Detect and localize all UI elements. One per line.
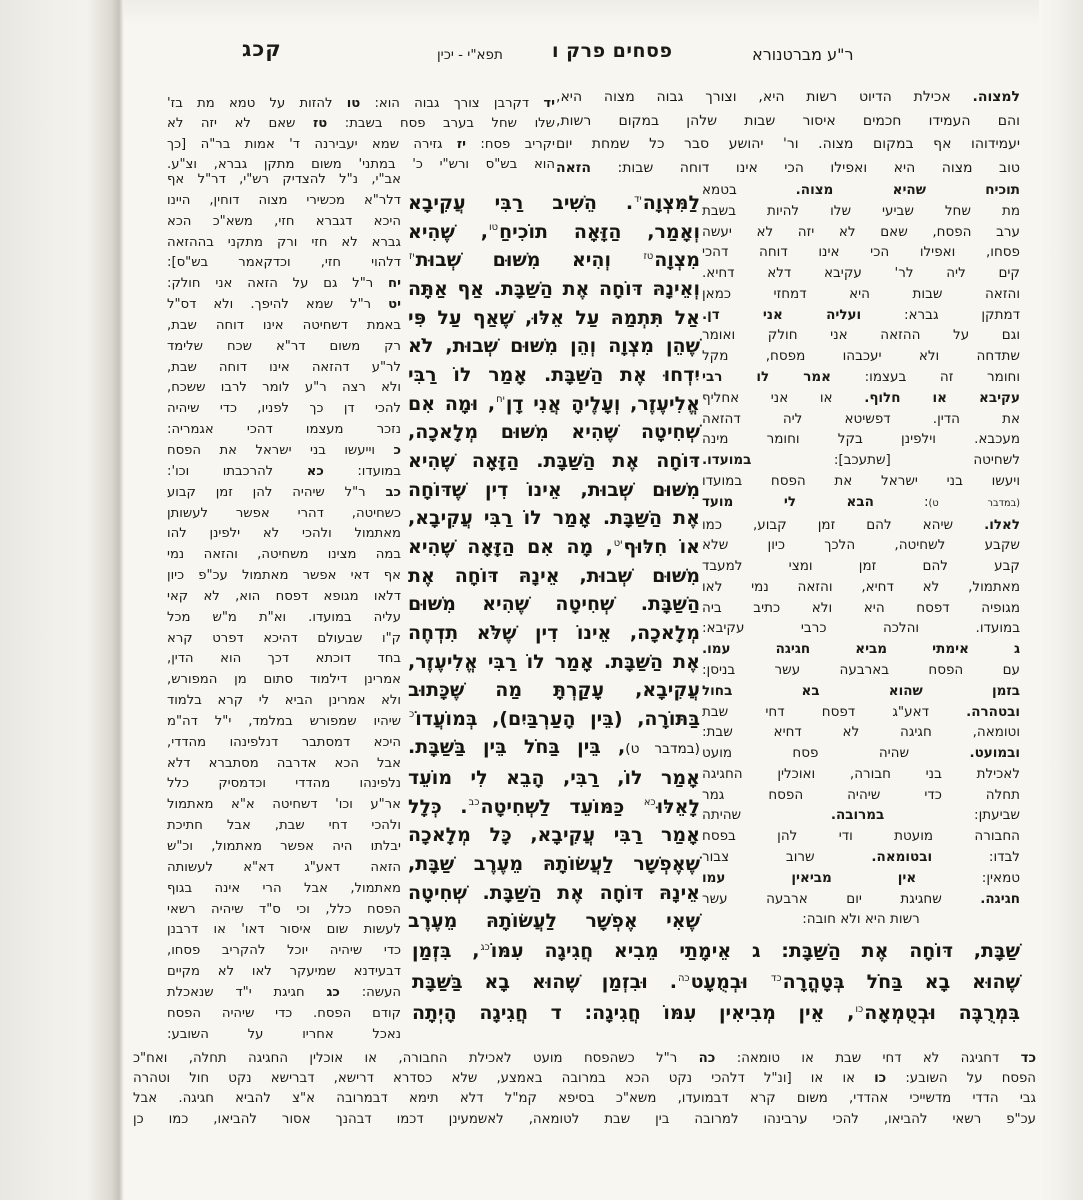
page-number: קכג: [242, 37, 282, 61]
scan-right-edge: [1039, 0, 1083, 1200]
header-right-commentary-title: ר"ע מברטנורא: [752, 45, 854, 64]
mishnah-text-bottom-block: שַׁבָּת, דּוֹחָה אֶת הַשַּׁבָּת: ג אֵימָתַי מֵבִיא חֲגִיגָה עִמּוֹ$^{כג}$, בִּזְמַן שֶׁהוּא בָא בַּחֹל בְּטָהֳרָה$^{כד}$ וּבְמֻעָט$^{כה}$. וּבִזְמַן שֶׁהוּא בָא בַּשַּׁבָּת בִּמְרֻבֶּה וּבְטֻמְאָה$^{כו}$, אֵין מְבִיאִין עִמּוֹ חֲגִיגָה: ד חֲגִיגָה הָיְתָה: [412, 940, 1021, 1024]
bartenura-commentary-column: תוכיח שהיא מצוה. בטמא מת שחל שביעי שלו להיות בשבת ערב הפסח, שאם לא יזה לא יעשה פסחו, ואפילו הכי אינו דוחה דהכי קים ליה לר' עקיבא דלא דחיא. והזאה שבות היא דמחזי כמאן דמתקן גברא: ועליה אני דן. וגם על ההזאה אני חולק ואומר שתדחה ולא יעכבהו מפסח, מקל וחומר זה בעצמו: אמר לו רבי עקיבא או חלוף. או אני אחליף את הדין. דפשיטא ליה דהזאה מעכבא. וילפינן בקל וחומר מינה לשחיטה [שתעכב]: במועדו. ויעשו בני ישראל את הפסח במועדו (במדבר ט): הבא לי מועד לאלו. שיהא להם זמן קבוע, כמו שקבע לשחיטה, הלכך כיון שלא קבע להם זמן ומצי למעבד מאתמול, לא דחיא, והזאה נמי לאו מגופיה דפסח היא ולא כתיב ביה במועדו. והלכה כרבי עקיבא: ג אימתי מביא חגיגה עמו. עם הפסח בארבעה עשר בניסן: בזמן שהוא בא בחול ובטהרה. דאע"ג דפסח דחי שבת וטומאה, חגיגה לא דחיא שבת: ובמועט. שהיה פסח מועט לאכילת בני חבורה, ואוכלין החגיגה תחלה כדי שיהיה הפסח גמר שביעתן: במרובה. שהיתה החבורה מועטת ודי להן בפסח לבדו: ובטומאה. שרוב צבור טמאין: אין מביאין עמו חגיגה. שחגיגת יום ארבעה עשר רשות היא ולא חובה:: [702, 182, 1021, 928]
bartenura-commentary-top-block: למצוה. אכילת הדיוט רשות היא, וצורך גבוה מצוה היא, והם העמידו חכמים איסור שבות שלהן במקום רשות, יעמידוהו אף במקום מצוה. ור' יהושע סבר כל שמחת יום טוב מצוה היא ואפילו הכי אינו דוחה שבות: הזאה: [556, 89, 1020, 176]
yachin-commentary-top-block: יד דקרבן צורך גבוה הוא: טו להזות על טמא מת בז' שלו שחל בערב פסח בשבת: טז שאם לא יזה לא יקריב פסח: יז גזירה שמא יעבירנה ד' אמות בר"ה [כך הוא בש"ס ורש"י כ' במתני' משום מתקן גברא, וצ"ע.: [167, 96, 555, 173]
yachin-footnotes-block: כד דחגיגה לא דחי שבת או טומאה: כה ר"ל כשהפסח מועט לאכילת החבורה, או אוכלין החגיגה תחלה, ואח"כ הפסח על השובע: כו או או [ונ"ל דלהכי נקט הכא במרובה באמצע, שלא כסדרא דרישא, דברישא נקט חול וטהרה גבי הדדי מדשייכי אהדדי, משום קרא דבמועדו, משא"כ בסיפא קמ"ל דלא תימא דבמרובה א"צ להביא חגיגה. אבל עכ"פ רשאי להביאו, להכי ערבינהו למרובה בין שבת לטומאה, לאשמעינן דכמו דבהנך אסור להביאו, כמו כן: [133, 1051, 1036, 1127]
page-title: פסחים פרק ו: [552, 40, 673, 62]
mishnah-text-column: לַמִּצְוָה$^{יד}$. הֵשִׁיב רַבִּי עֲקִיבָא וְאָמַר, הַזָּאָה תוֹכִיחַ$^{טו}$, שֶׁהִיא מִצְוָה$^{טז}$ וְהִיא מִשּׁוּם שְׁבוּת$^{יז}$ וְאֵינָהּ דּוֹחָה אֶת הַשַּׁבָּת. אַף אַתָּה אַל תִּתְמַהּ עַל אֵלּוּ, שֶׁאַף עַל פִּי שֶׁהֵן מִצְוָה וְהֵן מִשּׁוּם שְׁבוּת, לֹא יִדְחוּ אֶת הַשַּׁבָּת. אָמַר לוֹ רַבִּי אֱלִיעֶזֶר, וְעָלֶיהָ אֲנִי דָן$^{יח}$, וּמָה אִם שְׁחִיטָה שֶׁהִיא מִשּׁוּם מְלָאכָה, דּוֹחָה אֶת הַשַּׁבָּת. הַזָּאָה שֶׁהִיא מִשּׁוּם שְׁבוּת, אֵינוֹ דִין שֶׁדּוֹחָה אֶת הַשַּׁבָּת. אָמַר לוֹ רַבִּי עֲקִיבָא, אוֹ חִלּוּף$^{יט}$, מָה אִם הַזָּאָה שֶׁהִיא מִשּׁוּם שְׁבוּת, אֵינָהּ דּוֹחָה אֶת הַשַּׁבָּת. שְׁחִיטָה שֶׁהִיא מִשּׁוּם מְלָאכָה, אֵינוֹ דִין שֶׁלֹּא תִדְחֶה אֶת הַשַּׁבָּת. אָמַר לוֹ רַבִּי אֱלִיעֶזֶר, עֲקִיבָא, עָקַרְתָּ מַה שֶּׁכָּתוּב בַּתּוֹרָה, (בֵּין הָעַרְבַּיִם), בְּמוֹעֲדוֹ$^כ$ (במדבר ט), בֵּין בַּחֹל בֵּין בַּשַּׁבָּת. אָמַר לוֹ, רַבִּי, הָבֵא לִי מוֹעֵד לָאֵלּוּ$^{כא}$ כַּמּוֹעֵד לַשְּׁחִיטָה$^{כב}$. כְּלָל אָמַר רַבִּי עֲקִיבָא, כָּל מְלָאכָה שֶׁאֶפְשָׁר לַעֲשׂוֹתָהּ מֵעֶרֶב שַׁבָּת, אֵינָהּ דּוֹחָה אֶת הַשַּׁבָּת. שְׁחִיטָה שֶׁאִי אֶפְשָׁר לַעֲשׂוֹתָהּ מֵעֶרֶב: [408, 192, 701, 933]
yachin-commentary-column: אב"י, נ"ל להצדיק רש"י, דר"ל אף דלר"א מכשירי מצוה דוחין, היינו היכא דגברא חזי, משא"כ הכא גברא לא חזי ורק מתקני בההזאה דלהוי חזי, וכדקאמר בש"ס]: יח ר"ל גם על הזאה אני חולק: יט ר"ל שמא להיפך. ולא דס"ל באמת דשחיטה אינו דוחה שבת, רק משום דר"א שכח שלימד לר"ע דהזאה אינו דוחה שבת, ולא רצה ר"ע לומר לרבו ששכח, להכי דן כך לפניו, כדי שיהיה נזכר מעצמו דהכי אגמריה: כ וייעשו בני ישראל את הפסח במועדו: כא להרכבתו וכו': כב ר"ל שיהיה להן זמן קבוע כשחיטה, דהרי אפשר לעשותן מאתמול ולהכי לא ילפינן להו במה מצינו משחיטה, והזאה נמי אף דאי אפשר מאתמול עכ"פ כיון דלאו מגופא דפסח הוא, לא קאי עליה במועדו. וא"ת מ"ש מכל ק"ו שבעולם דהיכא דפרט קרא בחד דוכתא דכך הוא הדין, אמרינן דילמוד סתום מן המפורש, ולא אמרינן הביא לי קרא בלמוד שיהיו שמפורש במלמד, י"ל דה"מ היכא דמסתבר דנלפינהו מהדדי, אבל הכא אדרבה מסתברא דלא נלפינהו מהדדי וכדמסיק כלל אר"ע וכו' דשחיטה א"א מאתמול ולהכי דחי שבת, אבל חתיכת יבלתו היה אפשר מאתמול, וכ"ש הזאה דאע"ג דא"א לעשותה מאתמול, אבל הרי אינה בגוף הפסח כלל, וכי ס"ד שיהיה רשאי לעשות שום איסור דאו' או דרבנן כדי שיהיה יוכל להקריב פסחו, דבעידנא שמיעקר לאו לא מקיים העשה: כג חגיגת י"ד שנאכלת קודם הפסח. כדי שיהיה הפסח נאכל אחריו על השובע:: [167, 172, 401, 1042]
scan-top-edge: [0, 0, 1083, 26]
scan-left-edge: [0, 0, 124, 1200]
header-left-commentary-title: תפא"י - יכין: [437, 47, 503, 63]
